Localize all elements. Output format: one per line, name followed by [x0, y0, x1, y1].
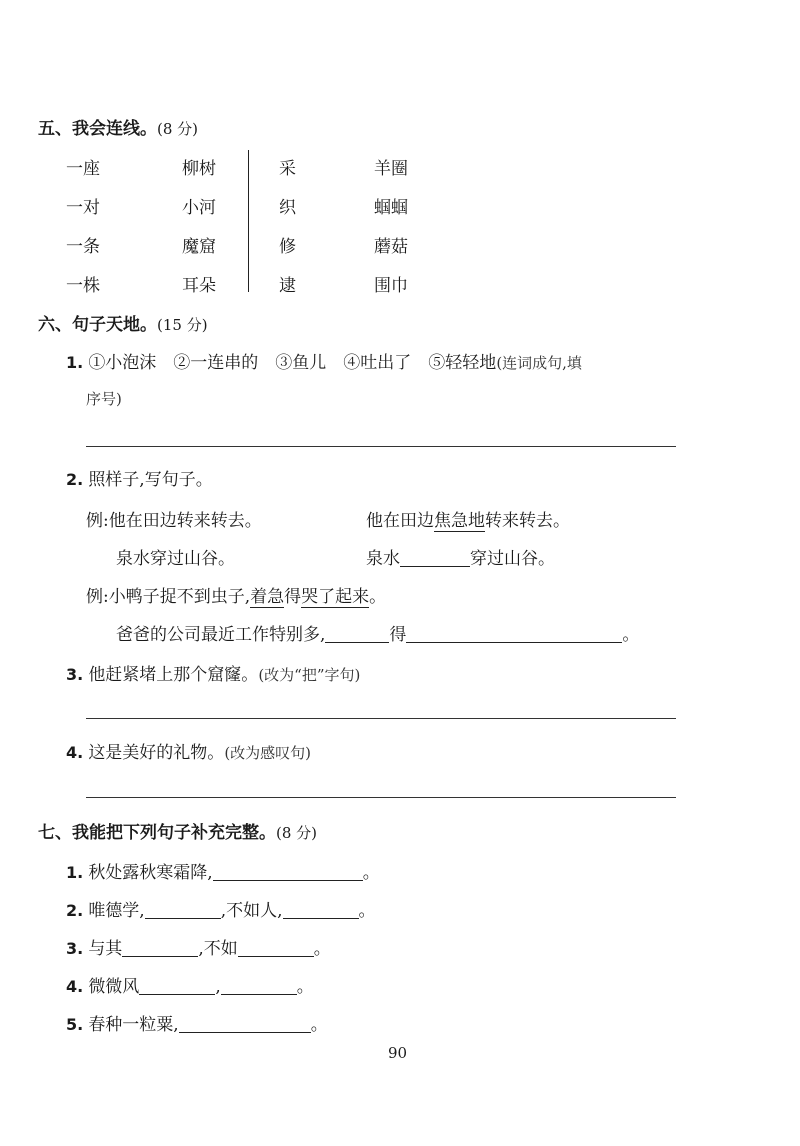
fill-blank[interactable]: [221, 976, 297, 995]
exercise-2-sentence: [116, 620, 639, 645]
question-note: (连词成句,填: [496, 354, 582, 372]
underlined-word: 着急: [250, 587, 285, 607]
question-text: 与其: [88, 939, 123, 959]
example-1-rewrite: [366, 506, 570, 531]
question-text: 。: [313, 939, 331, 959]
fill-blank[interactable]: [122, 938, 198, 957]
answer-line[interactable]: [86, 446, 676, 447]
page-number: 90: [388, 1044, 408, 1062]
match-col3-item: 修: [279, 237, 296, 257]
exercise-text: 。: [622, 625, 640, 645]
question-text: 照样子,写句子。: [88, 470, 213, 490]
section-5-title-text: 五、我会连线。: [38, 119, 157, 139]
question-text: 他赶紧堵上那个窟窿。: [88, 665, 259, 685]
match-col4-item: 围巾: [374, 276, 408, 296]
match-col4-item: 蝈蝈: [374, 198, 408, 218]
fill-blank[interactable]: [139, 976, 215, 995]
match-divider: [248, 150, 249, 292]
exercise-1-rewrite: [366, 544, 555, 569]
question-text: ,: [215, 977, 221, 997]
exercise-1-sentence: 泉水穿过山谷。: [116, 549, 235, 569]
fill-blank[interactable]: [325, 624, 389, 643]
s7-question-5: [66, 1010, 328, 1035]
fill-blank[interactable]: [238, 938, 314, 957]
exercise-text: 泉水: [366, 549, 400, 569]
question-number: 3.: [66, 665, 84, 684]
underlined-word: 焦急地: [434, 511, 485, 531]
answer-line[interactable]: [86, 797, 676, 798]
example-text: 他在田边: [366, 511, 434, 531]
match-col3-item: 逮: [279, 276, 296, 296]
question-note-continued: 序号): [86, 390, 122, 408]
question-note: (改为“把”字句): [258, 666, 361, 684]
fill-blank[interactable]: [406, 624, 622, 643]
question-number: 4.: [66, 743, 84, 762]
fill-blank[interactable]: [213, 862, 363, 881]
exercise-text: 爸爸的公司最近工作特别多,: [116, 625, 326, 645]
match-col3-item: 织: [279, 198, 296, 218]
question-number: 4.: [66, 977, 84, 996]
s7-question-4: [66, 972, 314, 997]
example-text: 转来转去。: [485, 511, 570, 531]
section-7-title: [38, 818, 317, 843]
question-text: 微微风: [88, 977, 140, 997]
section-5-score: (8 分): [157, 120, 199, 138]
question-text: 。: [362, 863, 380, 883]
example-text: 。: [369, 587, 387, 607]
question-text: 。: [358, 901, 376, 921]
question-number: 3.: [66, 939, 84, 958]
question-text: ,不如: [198, 939, 238, 959]
match-col2-item: 耳朵: [182, 276, 216, 296]
example-2-sentence: [86, 582, 386, 607]
example-text: 例:小鸭子捉不到虫子,: [86, 587, 251, 607]
match-col2-item: 小河: [182, 198, 216, 218]
fill-blank[interactable]: [400, 548, 470, 567]
s7-question-3: [66, 934, 331, 959]
question-number: 5.: [66, 1015, 84, 1034]
question-text: 春种一粒粟,: [88, 1015, 179, 1035]
section-7-title-text: 七、我能把下列句子补充完整。: [38, 823, 276, 843]
fill-blank[interactable]: [179, 1014, 311, 1033]
question-text: 秋处露秋寒霜降,: [88, 863, 213, 883]
s7-question-1: [66, 858, 380, 883]
question-text: 。: [296, 977, 314, 997]
question-text: 唯德学,: [88, 901, 145, 921]
match-col1-item: 一条: [66, 237, 100, 257]
example-text: 得: [284, 587, 302, 607]
section-6-title-text: 六、句子天地。: [38, 315, 157, 335]
underlined-word: 哭了起来: [301, 587, 370, 607]
example-1-sentence: 例:他在田边转来转去。: [86, 511, 262, 531]
s7-question-2: [66, 896, 376, 921]
exercise-text: 得: [389, 625, 407, 645]
question-text: ,不如人,: [220, 901, 283, 921]
question-text: 。: [310, 1015, 328, 1035]
question-text: 这是美好的礼物。: [88, 743, 225, 763]
question-number: 1.: [66, 863, 84, 882]
question-number: 2.: [66, 470, 84, 489]
s6-question-2: [66, 465, 213, 490]
question-text: ①小泡沫 ②一连串的 ③鱼儿 ④吐出了 ⑤轻轻地: [88, 353, 497, 373]
match-col3-item: 采: [279, 159, 296, 179]
question-number: 1.: [66, 353, 84, 372]
fill-blank[interactable]: [283, 900, 359, 919]
s6-question-1: [66, 348, 582, 373]
match-col4-item: 羊圈: [374, 159, 408, 179]
section-6-title: [38, 310, 208, 335]
s6-question-4: [66, 738, 311, 763]
section-7-score: (8 分): [276, 824, 318, 842]
match-col1-item: 一株: [66, 276, 100, 296]
s6-question-3: [66, 660, 360, 685]
exercise-text: 穿过山谷。: [470, 549, 555, 569]
section-5-title: [38, 114, 198, 139]
match-col1-item: 一座: [66, 159, 100, 179]
fill-blank[interactable]: [145, 900, 221, 919]
question-note: (改为感叹句): [224, 744, 312, 762]
match-col4-item: 蘑菇: [374, 237, 408, 257]
section-6-score: (15 分): [157, 316, 208, 334]
match-col1-item: 一对: [66, 198, 100, 218]
match-col2-item: 魔窟: [182, 237, 216, 257]
match-col2-item: 柳树: [182, 159, 216, 179]
question-number: 2.: [66, 901, 84, 920]
answer-line[interactable]: [86, 718, 676, 719]
